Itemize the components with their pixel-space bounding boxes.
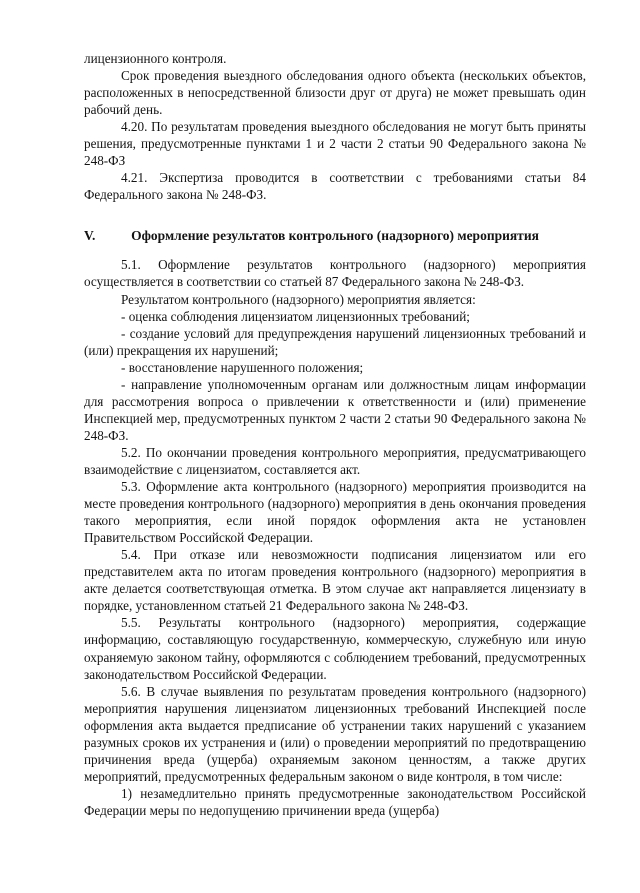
section-number: V.: [84, 228, 96, 244]
paragraph-4-21: 4.21. Экспертиза проводится в соответствии с требованиями статьи 84 Федерального закона № 248-ФЗ.: [84, 170, 586, 203]
list-item-assessment: - оценка соблюдения лицензиатом лицензионных требований;: [121, 308, 470, 324]
list-item-1: 1) незамедлительно принять предусмотренные законодательством Российской Федерации меры по недопущению причинении вреда (ущерба): [84, 785, 586, 818]
paragraph-5-4: 5.4. При отказе или невозможности подписания лицензиатом или его представителем акта по итогам проведения контрольного (надзорного) мероприятия в акте делается соответствующая отметка. В этом случае акт направляется лицензиату в порядке, установленном статьей 21 Федерального закона № 248-ФЗ.: [84, 547, 586, 614]
paragraph-5-1: 5.1. Оформление результатов контрольного (надзорного) мероприятия осуществляется в соответствии со статьей 87 Федерального закона № 248-ФЗ.: [84, 257, 586, 290]
list-item-referral: - направление уполномоченным органам или должностным лицам информации для рассмотрения вопроса о привлечении к ответственности и (или) применение Инспекцией мер, предусмотренных пунктом 2 части 2 статьи 90 Федерального закона № 248-ФЗ.: [84, 376, 586, 443]
paragraph-5-3: 5.3. Оформление акта контрольного (надзорного) мероприятия производится на месте проведения контрольного (надзорного) мероприятия в день окончания проведения такого мероприятия, если иной порядок оформления акта не установлен Правительством Российской Федерации.: [84, 479, 586, 546]
list-item-prevention: - создание условий для предупреждения нарушений лицензионных требований и (или) прекращения их нарушений;: [84, 325, 586, 358]
paragraph-result-intro: Результатом контрольного (надзорного) мероприятия является:: [121, 291, 476, 307]
paragraph-inspection-duration: Срок проведения выездного обследования одного объекта (нескольких объектов, расположенных в непосредственной близости друг от друга) не может превышать один рабочий день.: [84, 68, 586, 118]
paragraph-5-5: 5.5. Результаты контрольного (надзорного) мероприятия, содержащие информацию, составляющую государственную, коммерческую, служебную или иную охраняемую законом тайну, оформляются с соблюдением требований, предусмотренных законодательством Российской Федерации.: [84, 615, 586, 682]
section-heading: [84, 203, 586, 256]
paragraph-5-6: 5.6. В случае выявления по результатам проведения контрольного (надзорного) мероприятия нарушения лицензиатом лицензионных требований Инспекцией после оформления акта выдается предписание об устранении таких нарушений с указанием разумных сроков их устранения и (или) о проведении мероприятий по предотвращению причинения вреда (ущерба) охраняемым законом ценностям, а также других мероприятий, предусмотренных федеральным законом о виде контроля, в том числе:: [84, 683, 586, 784]
paragraph-5-2: 5.2. По окончании проведения контрольного мероприятия, предусматривающего взаимодействие с лицензиатом, составляется акт.: [84, 444, 586, 477]
section-title: Оформление результатов контрольного (надзорного) мероприятия: [131, 228, 539, 244]
paragraph-4-20: 4.20. По результатам проведения выездного обследования не могут быть приняты решения, предусмотренные пунктами 1 и 2 части 2 статьи 90 Федерального закона № 248-ФЗ: [84, 119, 586, 169]
list-item-restoration: - восстановление нарушенного положения;: [121, 359, 364, 375]
continuation-line: лицензионного контроля.: [84, 51, 227, 66]
